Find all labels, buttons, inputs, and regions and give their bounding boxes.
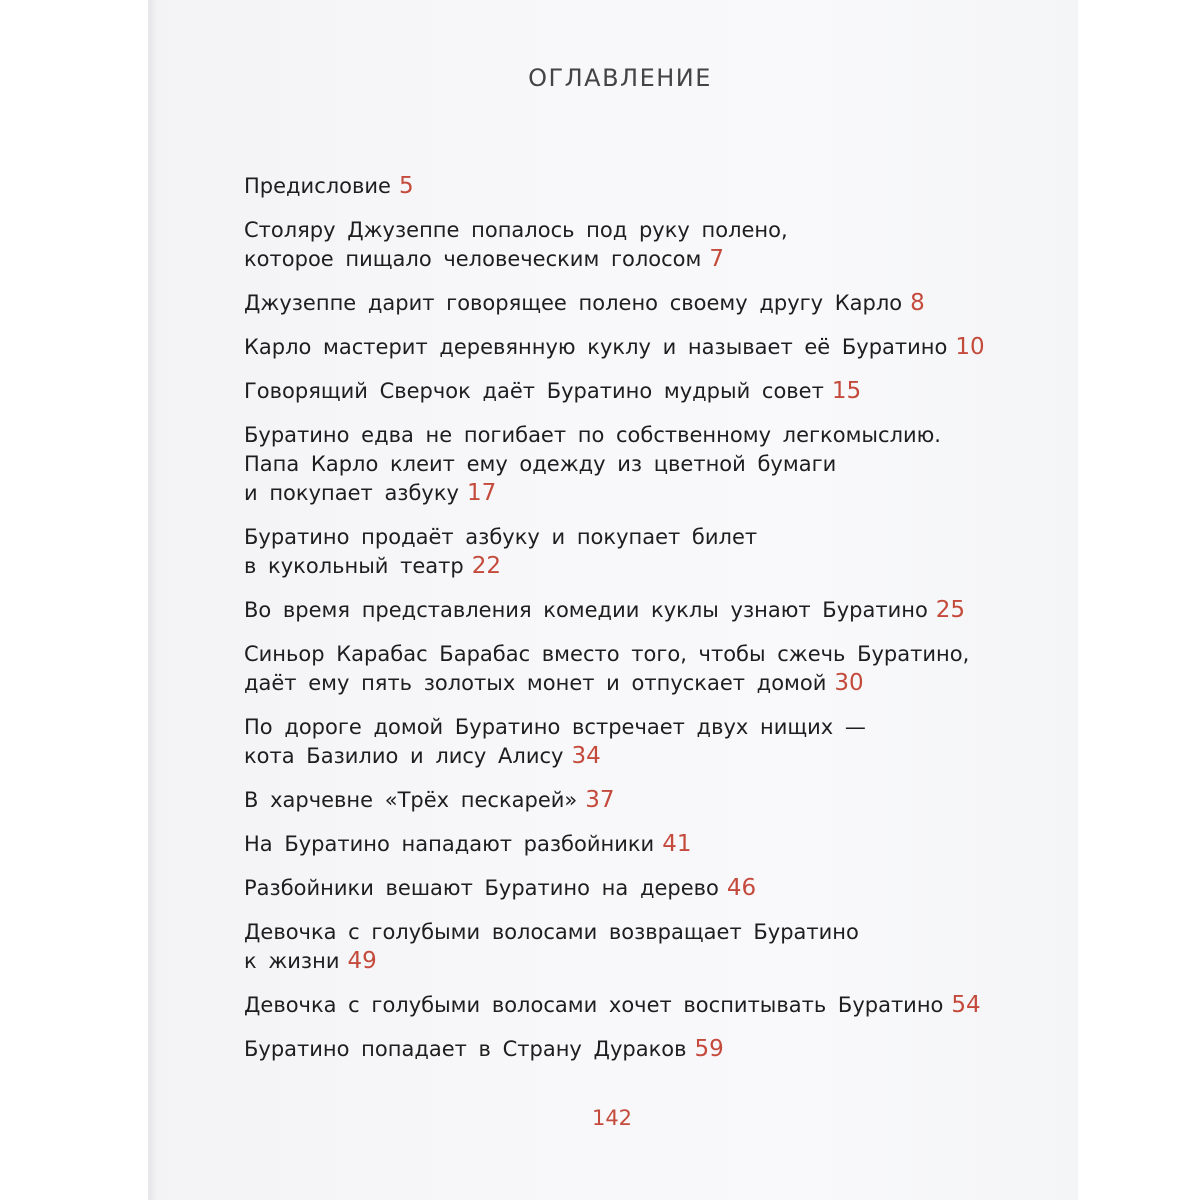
toc-entry [244,640,1024,698]
toc-page-number: 22 [471,553,501,579]
toc-page-number: 41 [662,831,692,857]
toc-entry-line: На Буратино нападают разбойники 41 [244,831,692,857]
toc-page-number: 46 [726,875,757,901]
toc-page-number: 17 [466,480,497,506]
toc-entry-line: Папа Карло клеит ему одежду из цветной бумаги [244,452,837,476]
toc-entry [244,830,1024,859]
toc-page-number: 15 [831,378,862,404]
toc-page-number: 5 [398,173,414,199]
page-folio-number: 142 [591,1106,633,1130]
toc-entry [244,333,1024,362]
toc-page-number: 7 [709,246,725,272]
toc-entry [244,596,1024,625]
toc-entry [244,1035,1024,1064]
toc-page-number: 49 [347,948,377,974]
toc-entry [244,874,1024,903]
toc-entry [244,523,1024,581]
toc-page-number: 37 [585,787,615,813]
toc-entry [244,421,1024,508]
toc-page-number: 54 [951,992,981,1018]
toc-entry-line: Девочка с голубыми волосами хочет воспитывать Буратино 54 [244,992,981,1018]
toc-entry-line: Разбойники вешают Буратино на дерево 46 [244,875,757,901]
toc-entry-line: Предисловие 5 [244,173,414,199]
toc-entry [244,377,1024,406]
toc-entry [244,289,1024,318]
toc-entry [244,216,1024,274]
page-gutter-shadow [148,0,158,1200]
toc-page-number: 34 [571,743,601,769]
toc-entry-line: Во время представления комедии куклы узнают Буратино 25 [244,597,966,623]
toc-title: ОГЛАВЛЕНИЕ [528,64,712,92]
toc-entry-line: которое пищало человеческим голосом 7 [244,246,725,272]
toc-entry-line: Говорящий Сверчок даёт Буратино мудрый совет 15 [244,378,862,404]
toc-entry-line: Буратино продаёт азбуку и покупает билет [244,525,758,549]
toc-page-number: 8 [910,290,925,316]
toc-page-number: 30 [834,670,864,696]
toc-entry [244,172,1024,201]
toc-entry-line: к жизни 49 [244,948,377,974]
toc-entry-line: Карло мастерит деревянную куклу и называет её Буратино 10 [244,334,985,360]
toc-page-number: 59 [694,1036,724,1062]
toc-entry [244,918,1024,976]
toc-entry-line: Буратино едва не погибает по собственному легкомыслию. [244,423,941,447]
toc-entry [244,713,1024,771]
toc-entry-line: кота Базилио и лису Алису 34 [244,743,601,769]
toc-page-number: 10 [955,334,985,360]
toc-entry-line: Столяру Джузеппе попалось под руку полено, [244,218,788,242]
toc-entry-line: и покупает азбуку 17 [244,480,497,506]
toc-entry-line: Девочка с голубыми волосами возвращает Буратино [244,920,859,944]
toc-entry-line: даёт ему пять золотых монет и отпускает домой 30 [244,670,864,696]
toc-entry-line: Буратино попадает в Страну Дураков 59 [244,1036,724,1062]
toc-entry [244,991,1024,1020]
toc-entry-line: Джузеппе дарит говорящее полено своему другу Карло 8 [244,290,925,316]
toc-entry-line: Синьор Карабас Барабас вместо того, чтобы сжечь Буратино, [244,642,970,666]
toc-entry [244,786,1024,815]
table-of-contents [244,172,1024,1079]
toc-entry-line: в кукольный театр 22 [244,553,501,579]
toc-entry-line: В харчевне «Трёх пескарей» 37 [244,787,615,813]
toc-entry-line: По дороге домой Буратино встречает двух нищих — [244,715,866,739]
toc-page-number: 25 [935,597,966,623]
